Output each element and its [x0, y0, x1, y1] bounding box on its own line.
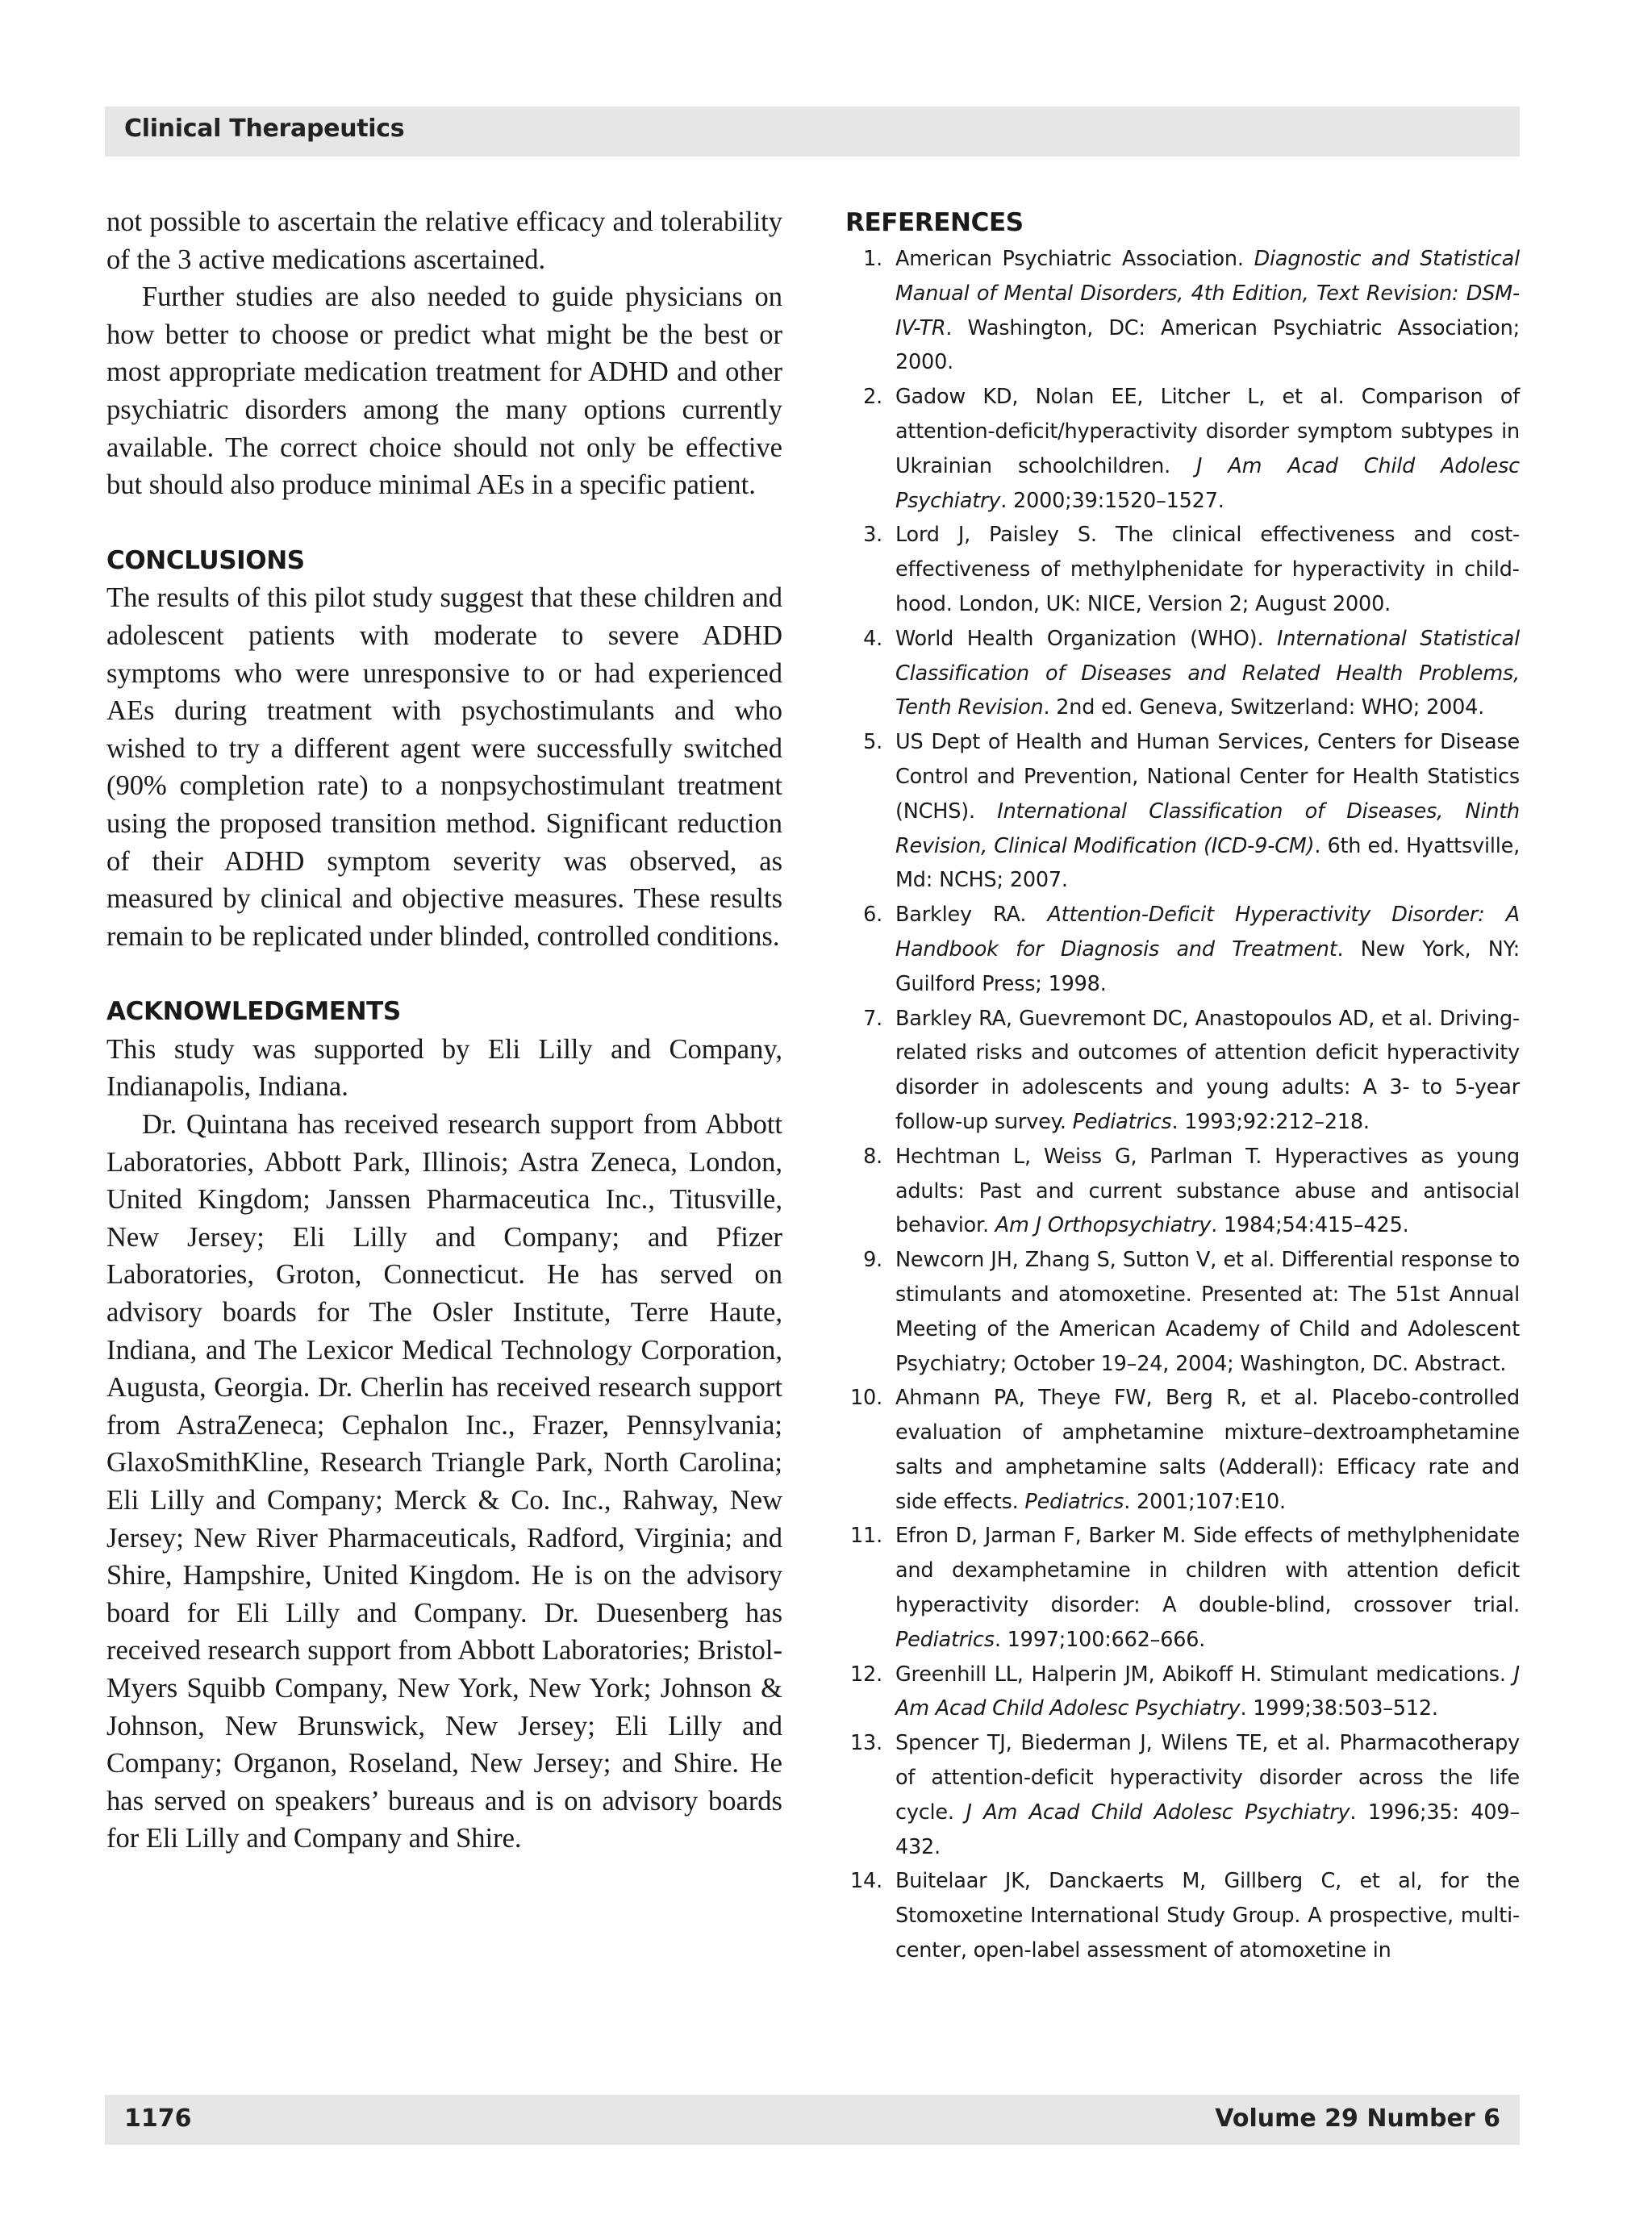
acknowledgments-text: This study was supported by Eli Lilly and Company, Indianapolis, Indiana. — [106, 1033, 782, 1103]
conclusions-text: The results of this pilot study suggest that these children and adolescent patients with moderate to severe ADHD symptoms who were unresponsive to or had experienced AEs during treatment with psychostimulants and who wished to try a different agent were successfully switched (90% completion rate) to a nonpsychostimulant treatment using the proposed transition method. Significant reduction of their ADHD symptom severity was observed, as measured by clinical and objective measures. These results remain to be replicated under blinded, controlled conditions. — [106, 582, 782, 952]
reference-source-title: Attention-Deficit Hyperactivity Disorder: A Handbook for Diagnosis and Treatment — [895, 903, 1520, 961]
journal-name: Clinical Therapeutics — [124, 115, 405, 143]
reference-source-title: J Am Acad Child Adolesc Psychiatry — [966, 1800, 1350, 1825]
reference-authors: Efron D, Jarman F, Barker M. Side effects of methylphenidate and dexamphetamine in children with attention deficit hyperactivity disorder: A double-blind, crossover trial. — [895, 1524, 1520, 1618]
reference-details: . 1996;35: 409–432. — [895, 1800, 1521, 1859]
reference-number: 4. — [863, 626, 882, 651]
reference-authors: Buitelaar JK, Danckaerts M, Gillberg C, et al, for the Stomoxetine International Study Group. A prospective, multi-center, open-label assessment of atomoxetine in — [895, 1869, 1520, 1963]
reference-authors: Ahmann PA, Theye FW, Berg R, et al. Placebo-controlled evaluation of amphetamine mixture–dextroamphetamine salts and amphetamine salts (Adderall): Efficacy rate and side effects. — [895, 1386, 1520, 1514]
reference-source-title: Pediatrics — [895, 1627, 995, 1652]
reference-authors: Hechtman L, Weiss G, Parlman T. Hyperactives as young adults: Past and current substance abuse and antisocial behavior. — [895, 1144, 1520, 1238]
reference-number: 13. — [850, 1731, 882, 1756]
reference-details: . 2001;107:E10. — [1124, 1489, 1286, 1514]
reference-number: 3. — [863, 523, 882, 548]
reference-details: . 1999;38:503–512. — [1240, 1696, 1438, 1721]
reference-source-title: Diagnostic and Statistical Manual of Mental Disorders, 4th Edition, Text Revision: DSM-IV-TR — [895, 247, 1520, 340]
reference-details: . 2nd ed. Geneva, Switzerland: WHO; 2004. — [1043, 695, 1485, 720]
reference-authors: World Health Organization (WHO). — [895, 626, 1277, 651]
reference-authors: Spencer TJ, Biederman J, Wilens TE, et al. Pharmacotherapy of attention-deficit hyperactivity disorder across the life cycle. — [895, 1731, 1520, 1825]
reference-item — [845, 725, 1520, 898]
reference-source-title: J Am Acad Child Adolesc Psychiatry — [895, 1662, 1520, 1721]
body-paragraph: not possible to ascertain the relative efficacy and tolerability of the 3 active medications ascertained. — [106, 206, 782, 275]
references-heading: REFERENCES — [845, 208, 1024, 237]
reference-authors: Barkley RA, Guevremont DC, Anastopoulos AD, et al. Driving-related risks and outcomes of attention deficit hyperactivity disorder in adolescents and young adults: A 3- to 5-year follow-up survey. — [895, 1006, 1520, 1134]
reference-details: . Washington, DC: American Psychiatric Association; 2000. — [895, 315, 1520, 375]
reference-authors: Greenhill LL, Halperin JM, Abikoff H. Stimulant medications. — [895, 1662, 1514, 1687]
reference-item — [845, 380, 1520, 518]
page-number: 1176 — [124, 2104, 192, 2133]
acknowledgments-heading: ACKNOWLEDGMENTS — [106, 997, 401, 1027]
reference-source-title: International Classification of Diseases, Ninth Revision, Clinical Modification (ICD-9-CM) — [895, 799, 1520, 858]
reference-authors: Gadow KD, Nolan EE, Litcher L, et al. Comparison of attention-deficit/hyperactivity disorder symptom subtypes in Ukrainian schoolchildren. — [895, 385, 1520, 478]
reference-source-title: International Statistical Classification of Diseases and Related Health Problems, Tenth Revision — [895, 626, 1520, 720]
reference-authors: American Psychiatric Association. — [895, 247, 1254, 271]
left-column — [106, 203, 782, 1858]
reference-details: . 6th ed. Hyattsville, Md: NCHS; 2007. — [895, 833, 1520, 893]
reference-item — [845, 242, 1520, 380]
reference-number: 12. — [850, 1662, 882, 1687]
reference-authors: Barkley RA. — [895, 903, 1048, 928]
issue-info: Volume 29 Number 6 — [1215, 2104, 1500, 2133]
reference-details: . New York, NY: Guilford Press; 1998. — [895, 936, 1520, 996]
reference-authors: Newcorn JH, Zhang S, Sutton V, et al. Differential response to stimulants and atomoxetine. Presented at: The 51st Annual Meeting of the American Academy of Child and Adolescent Psychiatry; October 19–24, 2004; Washington, DC. Abstract. — [895, 1248, 1520, 1376]
reference-source-title: Pediatrics — [1072, 1109, 1172, 1134]
running-header — [105, 106, 1520, 156]
reference-item — [845, 622, 1520, 725]
reference-number: 11. — [850, 1524, 882, 1549]
reference-number: 1. — [863, 247, 882, 271]
reference-list — [845, 242, 1520, 1968]
reference-number: 5. — [863, 730, 882, 755]
reference-item — [845, 1381, 1520, 1519]
acknowledgments-disclosures: Dr. Quintana has received research support from Abbott Laboratories, Abbott Park, Illinois; Astra Zeneca, London, United Kingdom; Janssen Pharmaceutica Inc., Titusville, New Jersey; Eli Lilly and Company; and Pfizer Laboratories, Groton, Connecticut. He has served on advisory boards for The Osler Institute, Terre Haute, Indiana, and The Lexicor Medical Technology Corporation, Augusta, Georgia. Dr. Cherlin has received research support from AstraZeneca; Cephalon Inc., Frazer, Pennsylvania; GlaxoSmithKline, Research Triangle Park, North Carolina; Eli Lilly and Company; Merck & Co. Inc., Rahway, New Jersey; New River Pharmaceuticals, Radford, Virginia; and Shire, Hampshire, United Kingdom. He is on the advisory board for Eli Lilly and Company. Dr. Duesenberg has received research support from Abbott Laboratories; Bristol-Myers Squibb Company, New York, New York; Johnson & Johnson, New Brunswick, New Jersey; Eli Lilly and Company; Organon, Roseland, New Jersey; and Shire. He has served on speakers’ bureaus and is on advisory boards for Eli Lilly and Company and Shire. — [106, 1109, 782, 1854]
reference-number: 9. — [863, 1248, 882, 1273]
reference-number: 6. — [863, 903, 882, 928]
body-paragraph: Further studies are also needed to guide physicians on how better to choose or predict what might be the best or most appropriate medication treatment for ADHD and other psychiatric disorders among the many options currently available. The correct choice should not only be effective but should also produce minimal AEs in a specific patient. — [106, 282, 782, 501]
reference-details: . 1997;100:662–666. — [994, 1627, 1206, 1652]
reference-item — [845, 1519, 1520, 1657]
reference-item — [845, 518, 1520, 621]
reference-source-title: J Am Acad Child Adolesc Psychiatry — [895, 453, 1520, 513]
conclusions-heading: CONCLUSIONS — [106, 545, 305, 575]
right-column — [845, 203, 1520, 1968]
reference-item — [845, 1864, 1520, 1967]
reference-item — [845, 1140, 1520, 1243]
reference-details: . 2000;39:1520–1527. — [1000, 488, 1224, 513]
reference-number: 7. — [863, 1006, 882, 1031]
reference-details: . 1984;54:415–425. — [1211, 1213, 1409, 1238]
reference-item — [845, 1002, 1520, 1140]
reference-number: 14. — [850, 1869, 882, 1894]
reference-item — [845, 898, 1520, 1001]
reference-source-title: Am J Orthopsychiatry — [995, 1213, 1212, 1238]
reference-details: . 1993;92:212–218. — [1171, 1109, 1370, 1134]
running-footer — [105, 2095, 1520, 2145]
reference-item — [845, 1726, 1520, 1864]
reference-item — [845, 1658, 1520, 1727]
reference-item — [845, 1243, 1520, 1381]
reference-number: 2. — [863, 385, 882, 410]
reference-source-title: Pediatrics — [1024, 1489, 1124, 1514]
reference-authors: Lord J, Paisley S. The clinical effectiveness and cost-effectiveness of methylphenidate for hyperactivity in childhood. London, UK: NICE, Version 2; August 2000. — [895, 523, 1520, 616]
reference-number: 10. — [850, 1386, 882, 1411]
reference-number: 8. — [863, 1144, 882, 1169]
reference-authors: US Dept of Health and Human Services, Centers for Disease Control and Prevention, National Center for Health Statistics (NCHS). — [895, 730, 1520, 824]
